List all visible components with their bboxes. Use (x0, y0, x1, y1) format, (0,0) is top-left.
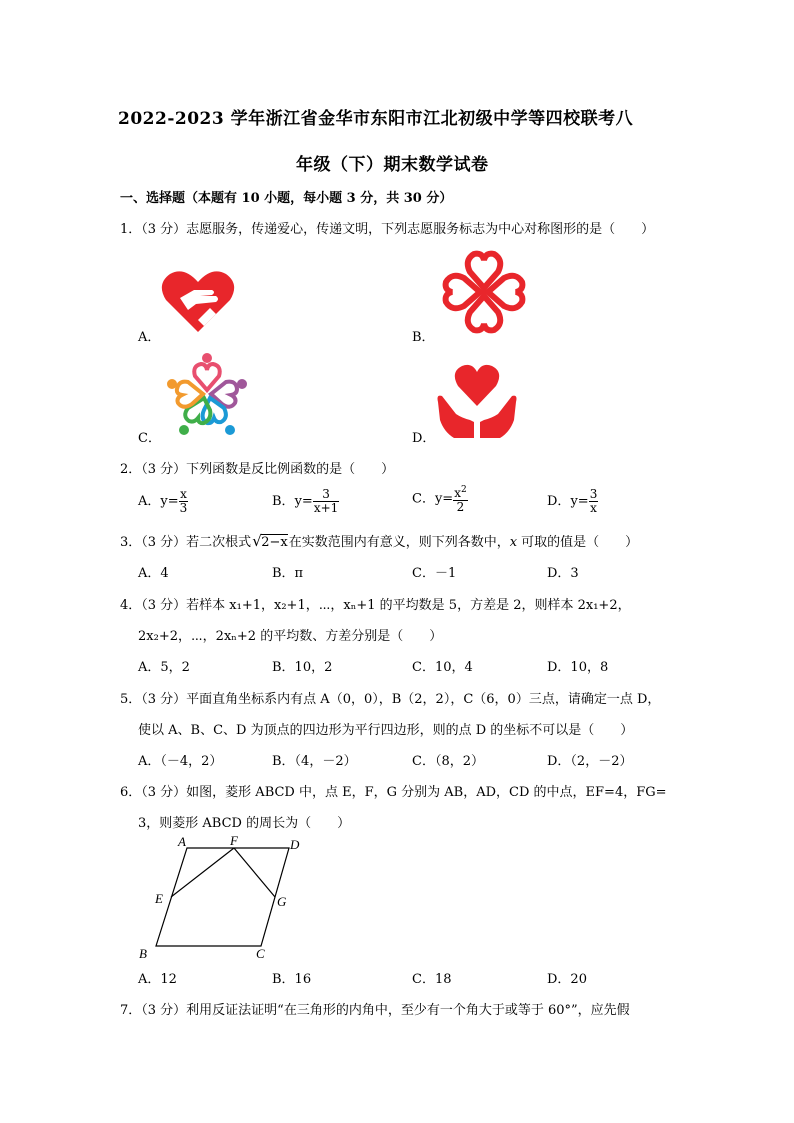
q2-option-c: C．y= $\frac{x^2}{2}$ (412, 485, 467, 514)
q6-option-d: D．20 (547, 972, 587, 987)
option-b-clover-hearts-logo (438, 246, 530, 338)
label-c: C (256, 946, 265, 961)
label-d: D (290, 837, 300, 852)
title-line2: 年级（下）期末数学试卷 (296, 155, 489, 175)
q5-option-c: C．（8，2） (412, 754, 484, 769)
q4-option-c: C．10，4 (412, 660, 473, 675)
label-f: F (230, 833, 238, 848)
sqrt-radical: √ 2−x (252, 532, 288, 550)
q6-option-b: B．16 (272, 972, 312, 987)
q4-option-d: D．10，8 (547, 660, 609, 675)
option-c-colorful-hearts-logo (164, 352, 250, 438)
rhombus-abcd (156, 848, 289, 946)
title-line1: 2022-2023 学年浙江省金华市东阳市江北初级中学等四校联考八 (118, 109, 634, 129)
section-heading: 一、选择题（本题有 10 小题，每小题 3 分，共 30 分） (120, 191, 453, 206)
q1-option-b: B． (412, 330, 435, 345)
question-4-line1: 4．（3 分）若样本 x₁+1，x₂+1，⋯，xₙ+1 的平均数是 5，方差是 2，则样本 2x₁+2， (120, 598, 631, 613)
rhombus-figure (134, 832, 314, 964)
question-5-line1: 5．（3 分）平面直角坐标系内有点 A（0，0），B（2，2），C（6，0）三点，请确定一点 D， (120, 692, 661, 707)
label-g: G (277, 894, 287, 909)
segment-ef (171, 848, 234, 897)
q2-option-b: B．y= $\frac{3}{x+1}$ (272, 487, 339, 515)
q2-option-a: A．y= $\frac{x}{3}$ (138, 487, 188, 515)
question-7-line1: 7．（3 分）利用反证法证明“在三角形的内角中，至少有一个角大于或等于 60°”，应先假 (120, 1003, 630, 1018)
question-6-line2: 3，则菱形 ABCD 的周长为（ ） (138, 816, 351, 831)
question-6-line1: 6．（3 分）如图，菱形 ABCD 中，点 E，F，G 分别为 AB，AD，CD 的中点，EF=4，FG= (120, 785, 667, 800)
question-1: 1．（3 分）志愿服务，传递爱心，传递文明，下列志愿服务标志为中心对称图形的是（ ） (120, 222, 655, 237)
label-b: B (139, 946, 147, 961)
q4-option-a: A．5，2 (138, 660, 190, 675)
q1-option-d: D． (412, 431, 436, 446)
segment-fg (234, 848, 275, 897)
q4-option-b: B．10，2 (272, 660, 333, 675)
option-a-heart-hand-logo (160, 262, 236, 338)
q3-option-b: B．π (272, 566, 304, 581)
question-2: 2．（3 分）下列函数是反比例函数的是（ ） (120, 462, 395, 477)
q5-option-b: B．（4，－2） (272, 754, 357, 769)
q1-option-a: A． (138, 330, 161, 345)
q3-option-d: D．3 (547, 566, 579, 581)
label-e: E (155, 891, 163, 906)
label-a: A (178, 834, 186, 849)
question-4-line2: 2x₂+2，⋯，2xₙ+2 的平均数、方差分别是（ ） (138, 629, 443, 644)
question-5-line2: 使以 A、B、C、D 为顶点的四边形为平行四边形，则的点 D 的坐标不可以是（ ） (138, 723, 634, 738)
q5-option-a: A．（－4，2） (138, 754, 223, 769)
q6-option-c: C．18 (412, 972, 452, 987)
q2-option-d: D．y= $\frac{3}{x}$ (547, 487, 598, 515)
option-d-heart-hands-logo (434, 358, 520, 440)
q5-option-d: D．（2，－2） (547, 754, 633, 769)
q6-option-a: A．12 (138, 972, 177, 987)
q3-option-a: A．4 (138, 566, 169, 581)
question-3: 3．（3 分）若二次根式 √ 2−x在实数范围内有意义，则下列各数中，x 可取的值是（ ） (120, 532, 639, 550)
q1-option-c: C． (138, 431, 161, 446)
q3-option-c: C．－1 (412, 566, 457, 581)
